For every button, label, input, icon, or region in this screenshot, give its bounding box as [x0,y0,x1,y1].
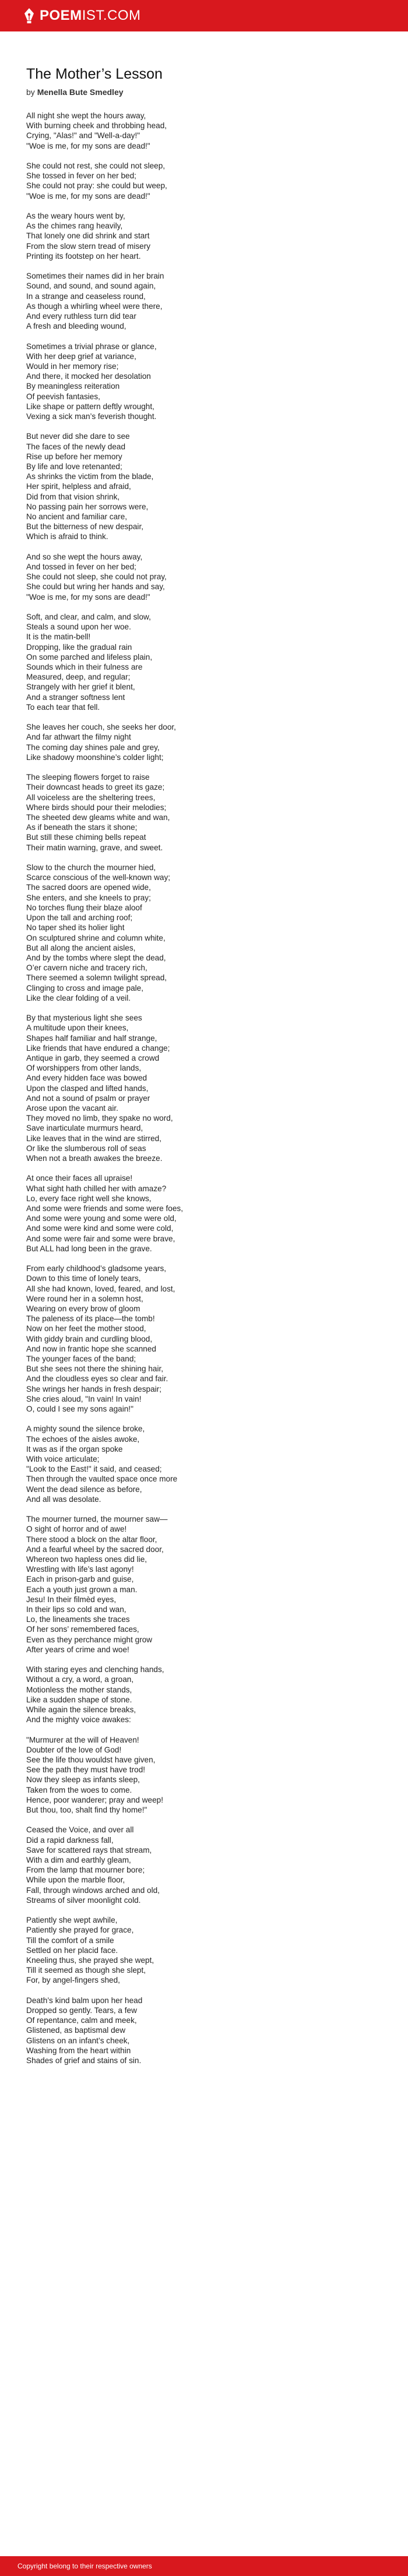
poem-line: The paleness of its place—the tomb! [26,1314,155,1324]
poem-line: And some were fair and some were brave, [26,1234,175,1243]
poem-line: Motionless the mother stands, [26,1685,132,1694]
poem-line: And so she wept the hours away, [26,552,143,561]
poem-stanza [26,1264,382,1414]
poem-line: As if beneath the stars it shone; [26,823,138,832]
poem-line: Dropped so gently. Tears, a few [26,2006,137,2015]
poem-body [26,111,382,2065]
poem-line: Patiently she wept awhile, [26,1916,118,1925]
poem-line: Each a youth just grown a man. [26,1585,138,1594]
poem-line: Soft, and clear, and calm, and slow, [26,613,151,622]
poem-line: By that mysterious light she sees [26,1013,142,1023]
poem-stanza [26,612,382,712]
logo-text [40,8,141,24]
pen-nib-icon [23,8,35,24]
poem-line: The sacred doors are opened wide, [26,883,151,892]
poem-line: Washing from the heart within [26,2046,131,2055]
poem-stanza [26,342,382,422]
poem-line: Doubter of the love of God! [26,1745,122,1754]
poem-line: But still these chiming bells repeat [26,833,146,842]
poem-stanza [26,863,382,1003]
poem-line: When not a breath awakes the breeze. [26,1153,163,1163]
poem-line: Now they sleep as infants sleep, [26,1775,140,1785]
poem-line: Fall, through windows arched and old, [26,1885,160,1895]
poem-line: Scarce conscious of the well-known way; [26,873,171,882]
poem-stanza [26,722,382,762]
poem-line: But all along the ancient aisles, [26,943,136,952]
poem-stanza [26,161,382,201]
poem-line: O’er cavern niche and tracery rich, [26,963,147,973]
poem-stanza [26,111,382,151]
poem-line: Lo, the lineaments she traces [26,1615,130,1624]
poem-line: With her deep grief at variance, [26,351,136,361]
poem-line: Antique in garb, they seemed a crowd [26,1053,160,1062]
poem-line: Their downcast heads to greet its gaze; [26,783,165,792]
site-footer [0,2556,408,2576]
poem-line: What sight hath chilled her with amaze? [26,1184,167,1193]
poem-line: Hence, poor wanderer; pray and weep! [26,1795,164,1804]
poem-line: Arose upon the vacant air. [26,1103,118,1113]
logo-text-bold: POEM [40,8,82,23]
poem-line: The mourner turned, the mourner saw— [26,1515,168,1524]
byline-prefix: by [26,87,35,97]
poem-stanza [26,552,382,602]
poem-line: But never did she dare to see [26,432,130,441]
poem-line: And far athwart the filmy night [26,733,131,742]
poem-line: While again the silence breaks, [26,1705,136,1715]
poem-line: The sleeping flowers forget to raise [26,773,150,782]
poem-line: The faces of the newly dead [26,442,126,451]
poem-line: A mighty sound the silence broke, [26,1424,145,1434]
poem-line: Whereon two hapless ones did lie, [26,1555,147,1564]
poem-line: The echoes of the aisles awoke, [26,1434,140,1444]
footer-copyright: Copyright belong to their respective owners [17,2562,152,2570]
poem-line: Her spirit, helpless and afraid, [26,482,131,491]
poem-line: Sometimes a trivial phrase or glance, [26,342,157,351]
poem-line: In their lips so cold and wan, [26,1605,126,1614]
site-header [0,0,408,31]
poem-line: See the life thou wouldst have given, [26,1755,156,1765]
poem-line: Printing its footstep on her heart. [26,251,141,261]
poem-line: It is the matin-bell! [26,632,91,642]
poem-stanza [26,1514,382,1655]
poem-line: Clinging to cross and image pale, [26,983,143,993]
poem-line: Like shape or pattern deftly wrought, [26,402,154,411]
poem-author-link[interactable]: Menella Bute Smedley [37,87,124,97]
poem-line: But thou, too, shalt find thy home!" [26,1806,147,1815]
poem-line: Their matin warning, grave, and sweet. [26,843,163,852]
poem-line: Of worshippers from other lands, [26,1064,142,1073]
poem-line: And the mighty voice awakes: [26,1715,131,1725]
poem-line: Ceased the Voice, and over all [26,1825,134,1835]
poem-line: Of repentance, calm and meek, [26,2016,137,2025]
poem-line: She could not rest, she could not sleep, [26,161,166,170]
poem-line: Of her sons’ remembered faces, [26,1625,139,1634]
poem-line: Sometimes their names did in her brain [26,272,164,281]
poem-line: From the slow stern tread of misery [26,241,151,251]
poem-line: Till the comfort of a smile [26,1935,114,1945]
poem-line: Save for scattered rays that stream, [26,1845,152,1854]
poem-line: As the weary hours went by, [26,212,125,220]
poem-line: By meaningless reiteration [26,382,120,391]
poem-line: "Woe is me, for my sons are dead!" [26,141,150,150]
poem-title: The Mother’s Lesson [26,66,163,82]
poem-line: No passing pain her sorrows were, [26,502,149,511]
poem-line: A multitude upon their knees, [26,1023,129,1033]
poem-line: Upon the clasped and lifted hands, [26,1083,149,1093]
poem-line: Which is afraid to think. [26,532,108,541]
poem-stanza [26,211,382,261]
poem-line: No ancient and familiar care, [26,512,128,522]
poem-line: No torches flung their blaze aloof [26,903,142,912]
poem-line: Streams of silver moonlight cold. [26,1895,141,1905]
poem-line: And a fearful wheel by the sacred door, [26,1544,164,1554]
poem-byline [26,87,382,97]
poem-line: Then through the vaulted space once more [26,1474,178,1484]
poem-line: Or like the slumberous roll of seas [26,1143,146,1153]
poem-line: But the bitterness of new despair, [26,522,144,532]
poem-line: And every ruthless turn did tear [26,312,136,321]
poem-line: Without a cry, a word, a groan, [26,1675,134,1684]
poem-line: Like the clear folding of a veil. [26,993,131,1002]
poem-line: All she had known, loved, feared, and lost, [26,1284,175,1293]
poem-line: Would in her memory rise; [26,362,119,371]
poem-line: Measured, deep, and regular; [26,673,131,682]
poem-stanza [26,1996,382,2065]
poem-line: She could not pray: she could but weep, [26,181,167,191]
poem-line: Of peevish fantasies, [26,392,100,401]
poem-line: And the cloudless eyes so clear and fair. [26,1374,168,1384]
poem-stanza [26,271,382,331]
poem-stanza [26,1915,382,1985]
poem-line: Jesu! In their filmèd eyes, [26,1595,117,1604]
poem-line: All voiceless are the sheltering trees, [26,793,156,802]
poem-line: And tossed in fever on her bed; [26,562,136,572]
poem-line: Strangely with her grief it blent, [26,682,135,692]
poem-line: As shrinks the victim from the blade, [26,472,154,481]
poem-line: Taken from the woes to come. [26,1785,132,1794]
poem-line: Were round her in a solemn host, [26,1294,143,1303]
poem-line: She enters, and she kneels to pray; [26,893,151,902]
poem-line: And now in frantic hope she scanned [26,1344,156,1353]
poem-line: Patiently she prayed for grace, [26,1926,134,1935]
poem-line: As the chimes rang heavily, [26,221,123,231]
poem-line: She leaves her couch, she seeks her door, [26,723,176,732]
poem-line: Even as they perchance might grow [26,1635,153,1644]
poem-line: With burning cheek and throbbing head, [26,121,167,131]
site-logo[interactable] [23,8,141,24]
poem-line: Like leaves that in the wind are stirred, [26,1134,161,1143]
poem-line: "Murmurer at the will of Heaven! [26,1735,139,1744]
poem-content [0,31,408,2065]
poem-line: On some parched and lifeless plain, [26,652,153,661]
poem-stanza [26,1664,382,1725]
poem-line: Down to this time of lonely tears, [26,1274,141,1283]
logo-text-light: IST.COM [82,8,141,23]
poem-line: And not a sound of psalm or prayer [26,1093,150,1103]
poem-line: After years of crime and woe! [26,1645,129,1654]
poem-line: Crying, "Alas!" and "Well-a-day!" [26,131,140,140]
poem-line: Kneeling thus, she prayed she wept, [26,1956,154,1965]
poem-line: At once their faces all upraise! [26,1174,133,1183]
poem-line: There stood a block on the altar floor, [26,1535,157,1544]
poem-line: Save inarticulate murmurs heard, [26,1124,143,1133]
poem-line: "Woe is me, for my sons are dead!" [26,191,150,200]
poem-line: O sight of horror and of awe! [26,1525,127,1534]
poem-line: There seemed a solemn twilight spread, [26,973,167,983]
poem-line: Did from that vision shrink, [26,492,120,501]
poem-line: Wrestling with life’s last agony! [26,1565,134,1574]
poem-line: With staring eyes and clenching hands, [26,1665,164,1674]
poem-line: In a strange and ceaseless round, [26,291,146,301]
poem-line: Lo, every face right well she knows, [26,1194,152,1203]
poem-line: It was as if the organ spoke [26,1444,123,1454]
poem-line: Dropping, like the gradual rain [26,642,132,652]
poem-line: Did a rapid darkness fall, [26,1835,114,1845]
poem-line: Glistened, as baptismal dew [26,2026,126,2035]
poem-line: Shades of grief and stains of sin. [26,2056,142,2065]
poem-line: On sculptured shrine and column white, [26,933,166,942]
poem-line: By life and love retenanted; [26,462,122,471]
poem-line: And by the tombs where slept the dead, [26,953,166,962]
poem-line: She could not sleep, she could not pray, [26,572,167,582]
poem-stanza [26,772,382,853]
poem-line: To each tear that fell. [26,702,100,712]
poem-line: While upon the marble floor, [26,1875,125,1885]
poem-line: Slow to the church the mourner hied, [26,863,156,872]
poem-line: Upon the tall and arching roof; [26,913,133,923]
poem-line: She could but wring her hands and say, [26,582,165,592]
poem-line: And some were friends and some were foes, [26,1203,183,1213]
poem-stanza [26,1735,382,1815]
poem-line: Vexing a sick man’s feverish thought. [26,412,157,421]
poem-line: With giddy brain and curdling blood, [26,1334,153,1343]
poem-line: The coming day shines pale and grey, [26,742,160,752]
poem-line: She cries aloud, "In vain! In vain! [26,1394,142,1403]
poem-line: Sound, and sound, and sound again, [26,281,156,291]
poem-line: Now on her feet the mother stood, [26,1324,146,1333]
poem-line: As though a whirling wheel were there, [26,301,163,311]
poem-line: Wearing on every brow of gloom [26,1304,140,1313]
poem-line: From the lamp that mourner bore; [26,1866,145,1875]
poem-line: A fresh and bleeding wound, [26,322,126,331]
poem-stanza [26,1825,382,1905]
poem-line: O, could I see my sons again!" [26,1405,133,1413]
poem-line: They moved no limb, they spake no word, [26,1114,173,1123]
poem-line: She wrings her hands in fresh despair; [26,1384,161,1393]
poem-stanza [26,431,382,541]
poem-line: And there, it mocked her desolation [26,372,151,381]
poem-line: The sheeted dew gleams white and wan, [26,813,170,822]
poem-line: And a stranger softness lent [26,692,125,702]
poem-line: Settled on her placid face. [26,1945,118,1955]
poem-line: From early childhood’s gladsome years, [26,1264,167,1273]
poem-line: But she sees not there the shining hair, [26,1364,164,1374]
poem-line: She tossed in fever on her bed; [26,171,136,181]
poem-stanza [26,1013,382,1163]
poem-line: No taper shed its holier light [26,923,125,932]
poem-line: Death’s kind balm upon her head [26,1996,143,2005]
poem-line: With voice articulate; [26,1455,100,1463]
poem-line: Went the dead silence as before, [26,1484,142,1494]
poem-line: With a dim and earthly gleam, [26,1856,131,1865]
poem-line: And every hidden face was bowed [26,1074,147,1083]
poem-line: The younger faces of the band; [26,1354,136,1363]
poem-line: See the path they must have trod! [26,1765,146,1775]
poem-line: Like a sudden shape of stone. [26,1695,132,1704]
poem-line: All night she wept the hours away, [26,111,146,120]
poem-line: "Look to the East!" it said, and ceased; [26,1465,162,1474]
poem-line: Where birds should pour their melodies; [26,803,167,812]
poem-line: Each in prison-garb and guise, [26,1575,134,1584]
poem-line: And some were young and some were old, [26,1214,177,1223]
poem-line: Like friends that have endured a change; [26,1043,170,1053]
poem-line: Shapes half familiar and half strange, [26,1033,157,1043]
poem-line: Sounds which in their fulness are [26,663,143,672]
poem-line: For, by angel-fingers shed, [26,1976,120,1985]
poem-line: "Woe is me, for my sons are dead!" [26,592,150,601]
poem-line: Steals a sound upon her woe. [26,622,131,632]
poem-stanza [26,1424,382,1504]
poem-stanza [26,1173,382,1254]
poem-line: And some were kind and some were cold, [26,1224,174,1233]
poem-line: Till it seemed as though she slept, [26,1966,146,1975]
poem-line: But ALL had long been in the grave. [26,1244,152,1253]
poem-line: Glistens on an infant’s cheek, [26,2036,130,2045]
poem-line: Rise up before her memory [26,452,122,461]
poem-line: And all was desolate. [26,1494,101,1504]
poem-line: Like shadowy moonshine’s colder light; [26,752,164,762]
poem-line: That lonely one did shrink and start [26,231,150,241]
